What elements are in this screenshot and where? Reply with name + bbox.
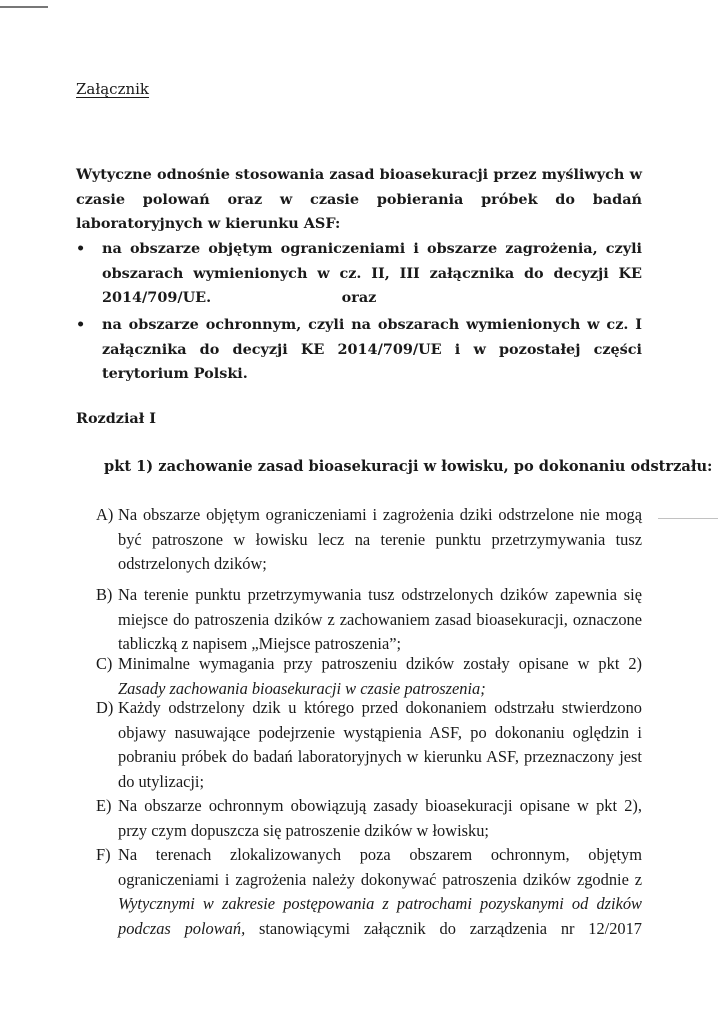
list-item	[96, 843, 642, 941]
scan-artifact-line	[658, 518, 718, 519]
list-item-text-part: stanowiącymi załącznik do zarządzenia nr 12/2017	[259, 918, 642, 938]
list-item-italic-text: Zasady zachowania bioasekuracji w czasie patroszenia;	[118, 678, 486, 698]
document-title: Wytyczne odnośnie stosowania zasad bioasekuracji przez myśliwych w czasie polowań oraz w czasie pobierania próbek do badań laboratoryjnych w kierunku ASF:	[76, 166, 642, 233]
point-heading: pkt 1) zachowanie zasad bioasekuracji w łowisku, po dokonaniu odstrzału:	[104, 458, 713, 475]
attachment-label: Załącznik	[76, 80, 150, 98]
list-item	[96, 652, 642, 701]
bullet-text: na obszarze objętym ograniczeniami i obszarze zagrożenia, czyli obszarach wymienionych w cz. II, III załącznika do decyzji KE 2014/709/UE.	[102, 240, 642, 307]
list-item-text: Na obszarze ochronnym obowiązują zasady bioasekuracji opisane w pkt 2), przy czym dopuszcza się patroszenie dzików w łowisku;	[118, 796, 642, 840]
chapter-heading: Rozdział I	[76, 410, 157, 427]
list-item-text: Na obszarze objętym ograniczeniami i zagrożenia dziki odstrzelone nie mogą być patroszone w łowisku lecz na terenie punktu przetrzymywania tusz odstrzelonych dzików;	[118, 505, 642, 573]
list-marker: A)	[96, 505, 114, 524]
bullet-icon: •	[76, 240, 86, 257]
list-item-text	[118, 843, 642, 941]
list-item-text-part: Minimalne wymagania przy patroszeniu dzików zostały opisane w pkt 2)	[118, 654, 642, 673]
list-item-text-part: Na terenach zlokalizowanych poza obszarem ochronnym, objętym ograniczeniami i zagrożenia należy dokonywać patroszenia dzików zgodnie z	[118, 845, 642, 889]
list-item-italic-text: Wytycznymi w zakresie postępowania z patrochami pozyskanymi od dzików podczas polowań,	[118, 894, 642, 938]
conjunction-oraz: oraz	[341, 289, 377, 306]
list-item	[96, 583, 642, 657]
bullet-icon: •	[76, 316, 86, 333]
list-item-text: Każdy odstrzelony dzik u którego przed dokonaniem odstrzału stwierdzono objawy nasuwające podejrzenie wystąpienia ASF, po dokonaniu oględzin i pobraniu próbek do badań laboratoryjnych w kierunku ASF, przeznaczony jest do utylizacji;	[118, 698, 642, 791]
list-marker: E)	[96, 796, 112, 815]
list-item-text	[118, 652, 642, 701]
bullet-item	[76, 313, 642, 387]
list-item	[96, 794, 642, 843]
scan-artifact-line	[0, 6, 48, 8]
list-item	[96, 696, 642, 794]
bullet-text: na obszarze ochronnym, czyli na obszarach wymienionych w cz. I załącznika do decyzji KE 2014/709/UE i w pozostałej części terytorium Polski.	[102, 316, 642, 383]
list-marker: D)	[96, 698, 114, 717]
list-item	[96, 503, 642, 577]
list-marker: B)	[96, 585, 113, 604]
list-marker: F)	[96, 845, 111, 864]
list-item-text: Na terenie punktu przetrzymywania tusz odstrzelonych dzików zapewnia się miejsce do patroszenia dzików z zachowaniem zasad bioasekuracji, oznaczone tabliczką z napisem „Miejsce patroszenia”;	[118, 585, 642, 653]
list-marker: C)	[96, 654, 113, 673]
